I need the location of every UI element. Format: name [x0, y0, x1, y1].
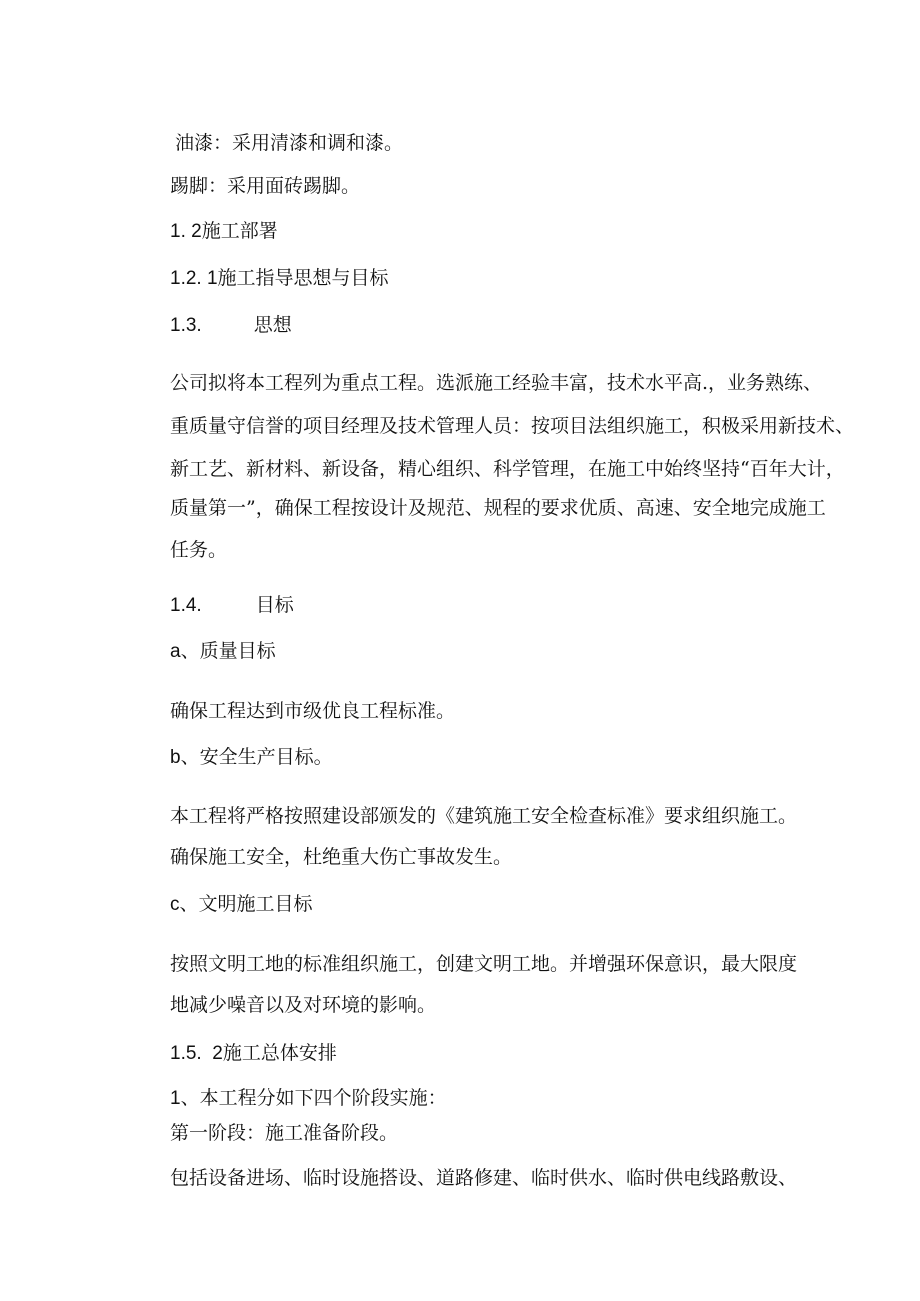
list-marker: a: [170, 641, 181, 662]
list-item-1: [170, 1086, 447, 1111]
heading-number: 1. 2: [170, 221, 202, 242]
paragraph-line: 任务。: [170, 539, 228, 561]
paragraph-line: 地减少噪音以及对环境的影响。: [170, 994, 437, 1016]
list-marker: c: [170, 894, 180, 915]
paragraph-line: 确保工程达到市级优良工程标准。: [170, 700, 456, 722]
list-marker: b: [170, 747, 181, 768]
heading-1-2: [170, 219, 278, 244]
heading-text: 目标: [255, 594, 294, 616]
paragraph-line: 本工程将严格按照建设部颁发的《建筑施工安全检查标准》要求组织施工。: [170, 805, 798, 827]
heading-text: 施工总体安排: [222, 1042, 337, 1064]
text-line-oil-paint: 油漆：采用清漆和调和漆。: [175, 132, 404, 154]
list-text: 、本工程分如下四个阶段实施：: [180, 1087, 447, 1109]
heading-number: 1.3.: [170, 315, 202, 336]
paragraph-line: 新工艺、新材料、新设备，精心组织、科学管理，在施工中始终坚持“百年大计，: [170, 458, 845, 480]
heading-number: 1.4.: [170, 595, 202, 616]
heading-1-5: [170, 1041, 337, 1066]
heading-number: 1.5. 2: [170, 1043, 223, 1064]
paragraph-line: 按照文明工地的标准组织施工，创建文明工地。并增强环保意识，最大限度: [170, 953, 798, 975]
paragraph-line: 重质量守信誉的项目经理及技术管理人员：按项目法组织施工，积极采用新技术、: [170, 415, 855, 437]
heading-number: 1.2. 1: [170, 268, 218, 289]
heading-1-3: [170, 313, 292, 338]
list-text: 、文明施工目标: [179, 893, 313, 915]
heading-1-2-1: [170, 266, 389, 291]
paragraph-line: 质量第一”，确保工程按设计及规范、规程的要求优质、高速、安全地完成施工: [170, 497, 826, 519]
list-text: 、质量目标: [180, 640, 276, 662]
list-text: 、安全生产目标。: [180, 746, 333, 768]
paragraph-line: 包括设备进场、临时设施搭设、道路修建、临时供水、临时供电线路敷设、: [170, 1167, 798, 1189]
list-item-a: [170, 639, 276, 664]
list-item-b: [170, 745, 333, 770]
heading-text: 思想: [253, 314, 292, 336]
paragraph-line: 公司拟将本工程列为重点工程。选派施工经验丰富，技术水平高.，业务熟练、: [170, 372, 823, 394]
text-line-stage-1: 第一阶段：施工准备阶段。: [170, 1122, 399, 1144]
list-item-c: [170, 892, 313, 917]
text-line-skirting: 踢脚：采用面砖踢脚。: [170, 175, 361, 197]
heading-text: 施工部署: [201, 220, 278, 242]
paragraph-line: 确保施工安全，杜绝重大伤亡事故发生。: [170, 846, 513, 868]
heading-1-4: [170, 593, 294, 618]
heading-text: 施工指导思想与目标: [217, 267, 389, 289]
list-marker: 1: [170, 1088, 181, 1109]
